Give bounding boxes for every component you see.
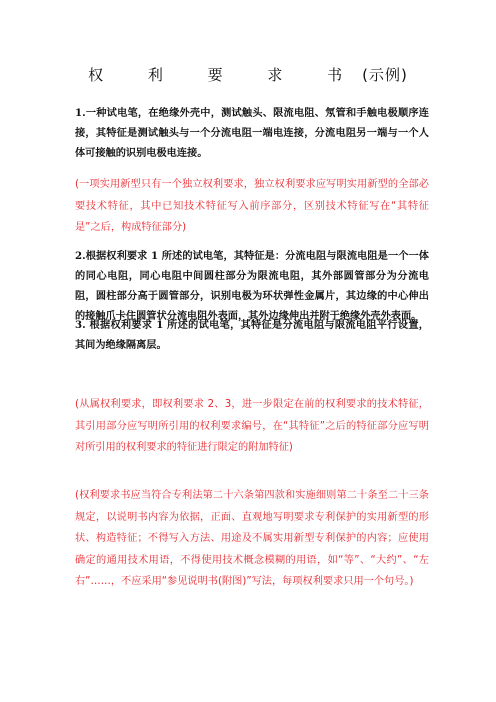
- note-independent-claim: (一项实用新型只有一个独立权利要求，独立权利要求应写明实用新型的全部必要技术特征，其中已知技术特征写入前序部分，区别技术特征写在“其特征是”之后，构成特征部分): [75, 179, 429, 233]
- claim-2: 2.根据权利要求 1 所述的试电笔，其特征是：分流电阻与限流电阻是一个一体的同心电阻，同心电阻中间圆柱部分为限流电阻，其外部圆管部分为分流电阻，圆柱部分高于圆管部分，识别电极为环状弹性金属片，其边缘的中心伸出的接触爪卡住圆管状分流电阻外表面，其外边缘伸出并附于绝缘外壳外表面。: [75, 250, 429, 322]
- title-main: 权 利 要 求 书: [88, 66, 363, 84]
- title-suffix: (示例): [362, 66, 408, 84]
- claim-1: 1.一种试电笔，在绝缘外壳中，测试触头、限流电阻、氖管和手触电极顺序连接，其特征是测试触头与一个分流电阻一端电连接，分流电阻另一端与一个人体可接触的识别电极电连接。: [75, 107, 429, 159]
- document-title: [0, 64, 496, 85]
- note-claim-requirements: (权利要求书应当符合专利法第二十六条第四款和实施细则第二十条至二十三条规定，以说明书内容为依据，正面、直观地写明要求专利保护的实用新型的形状、构造特征；不得写入方法、用途及不属实用新型专利保护的内容；应使用确定的通用技术用语，不得使用技术概念模糊的用语，如“等”、“大约”、“左右”……，不应采用“参见说明书(附图)”写法，每项权利要求只用一个句号。): [75, 490, 429, 587]
- note-dependent-claims: (从属权利要求，即权利要求 2、3，进一步限定在前的权利要求的技术特征，其引用部分应写明所引用的权利要求编号，在“其特征”之后的特征部分应写明对所引用的权利要求的特征进行限定的附加特征): [75, 399, 429, 453]
- claim-3: 3. 根据权利要求 1 所述的试电笔，其特征是分流电阻与限流电阻平行设置，其间为绝缘隔离层。: [75, 319, 429, 351]
